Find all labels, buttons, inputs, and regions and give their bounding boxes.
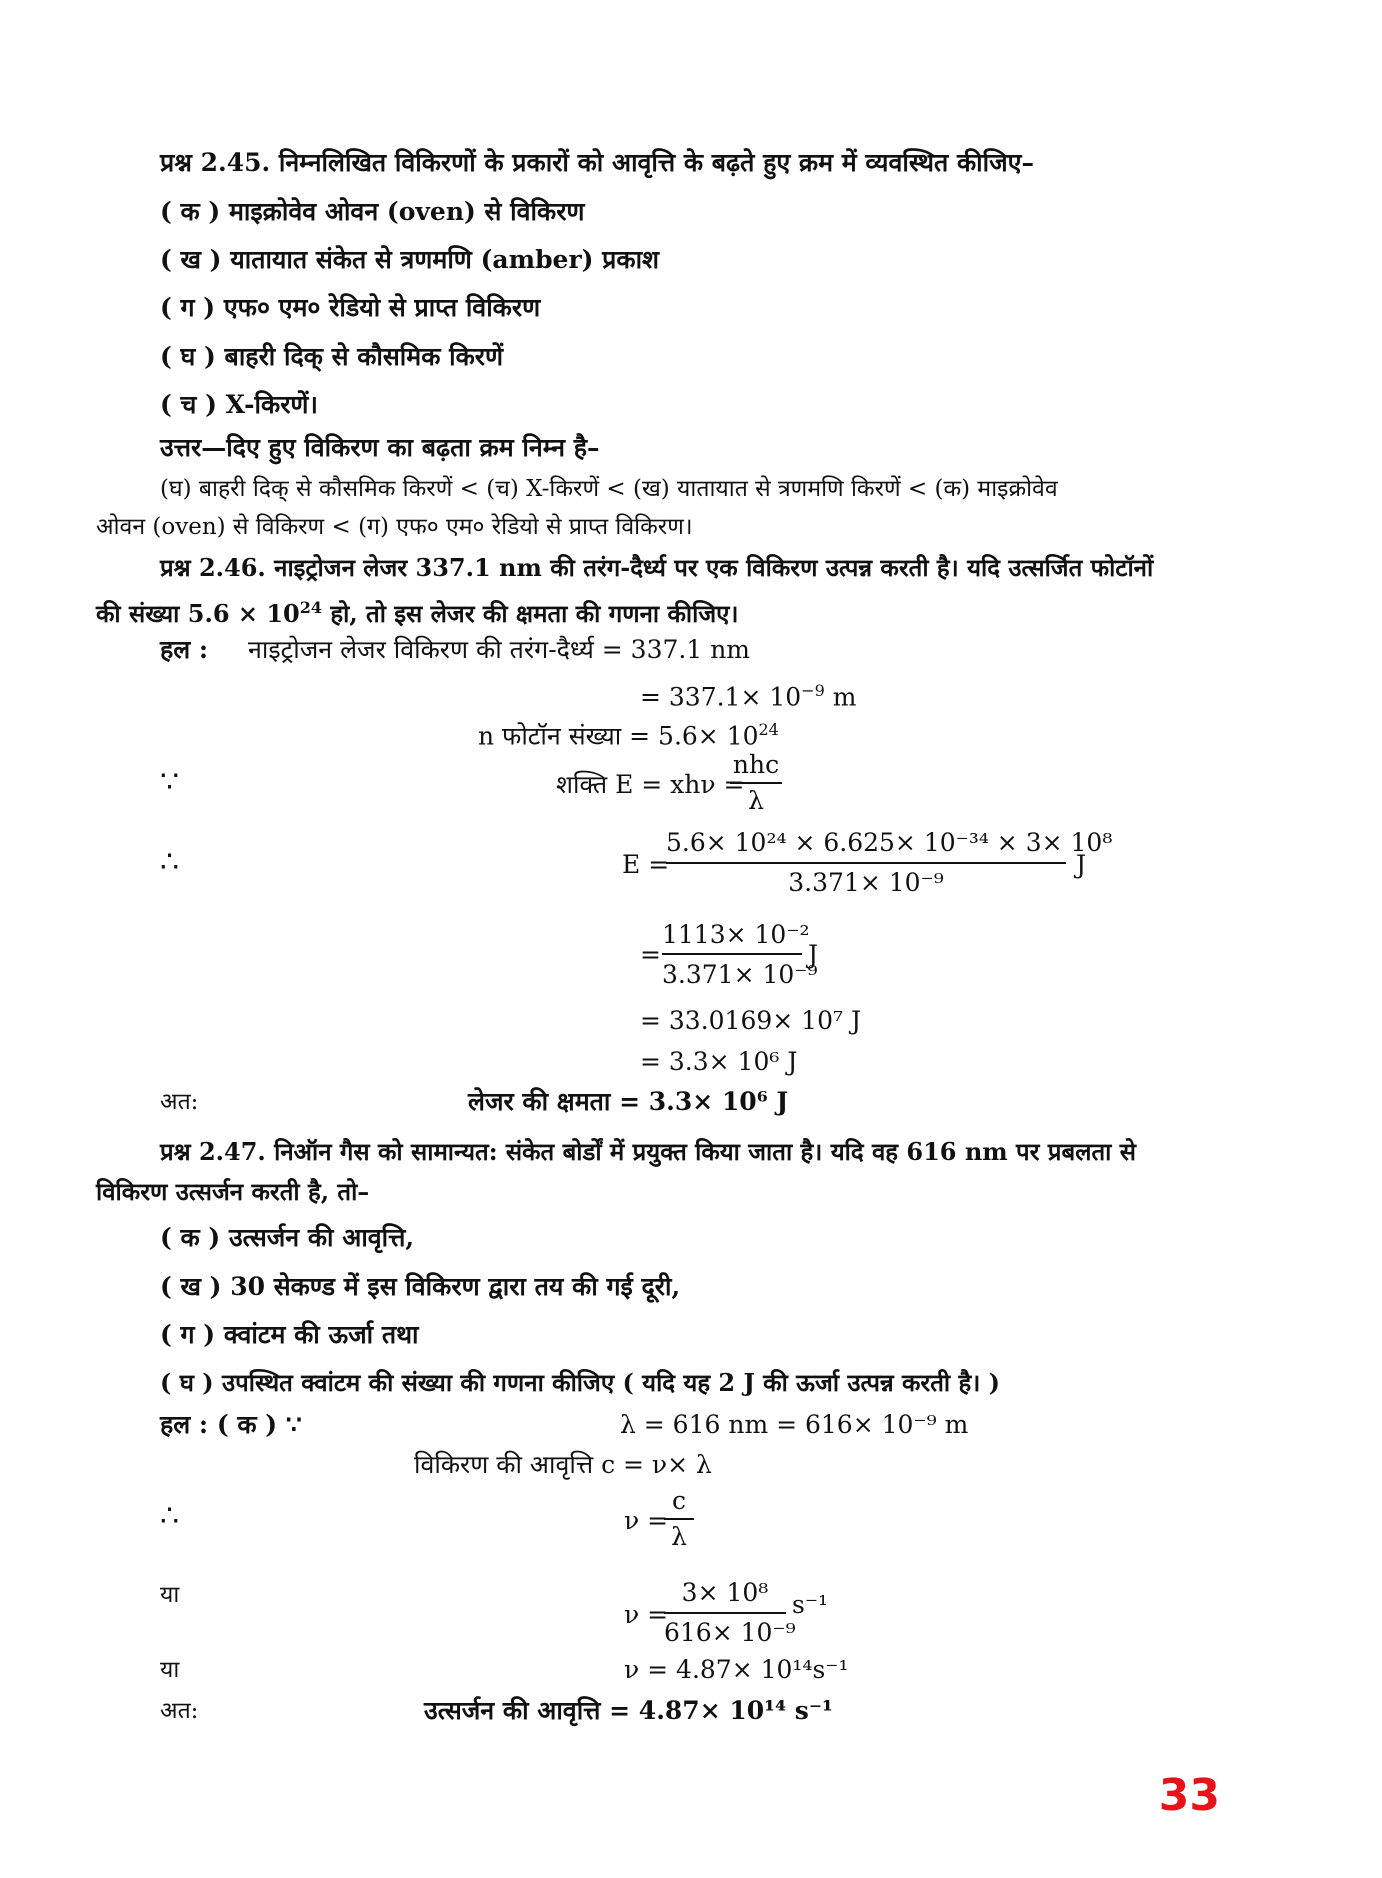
q246-e2-denominator: 3.371× 10⁻⁹ [662,960,818,989]
q245-item-kha: ( ख ) यातायात संकेत से त्रणमणि (amber) प्रकाश [160,245,660,274]
question-2-47-title-line2: विकिरण उत्सर्जन करती है, तो– [96,1177,370,1206]
q245-item-cha: ( च ) X-किरणें। [160,390,318,419]
q247-solution-label: हल : ( क ) ∵ [160,1410,302,1439]
q247-or-2: या [160,1657,180,1683]
q245-answer-line1: (घ) बाहरी दिक् से कौसमिक किरणें < (च) X-किरणें < (ख) यातायात से त्रणमणि किरणें < (क) माइक्रोवेव [160,476,1058,502]
q246-e2-lhs: = [640,940,661,969]
q247-nu2-lhs: ν = [624,1600,669,1629]
q247-nu-denominator: λ [671,1522,687,1551]
q246-e-denominator: 3.371× 10⁻⁹ [788,868,944,897]
q245-answer-line2: ओवन (oven) से विकिरण < (ग) एफ० एम० रेडियो से प्राप्त विकिरण। [96,514,693,540]
question-2-47-title-line1: प्रश्न 2.47. निऑन गैस को सामान्यत: संकेत बोर्डों में प्रयुक्त किया जाता है। यदि वह 616 nm पर प्रबलता से [160,1137,1136,1166]
question-2-45-title: प्रश्न 2.45. निम्नलिखित विकिरणों के प्रकारों को आवृत्ति के बढ़ते हुए क्रम में व्यवस्थित कीजिए– [160,148,1034,177]
q245-answer-label: उत्तर—दिए हुए विकिरण का बढ़ता क्रम निम्न है– [160,433,600,462]
q246-energy-numerator: nhc [732,750,780,779]
q246-e-fraction-bar [666,862,1066,864]
q245-item-gha: ( घ ) बाहरी दिक् से कौसमिक किरणें [160,342,504,371]
q247-nu2-numerator: 3× 10⁸ [681,1578,769,1607]
q247-nu2-denominator: 616× 10⁻⁹ [664,1618,796,1647]
q246-e4: = 3.3× 10⁶ J [640,1047,798,1076]
q246-energy-lhs: शक्ति E = xhν = [556,770,745,799]
q247-therefore-symbol: ∴ [160,1499,180,1534]
q246-e-unit: J [1076,850,1087,879]
q246-e2-unit: J [808,940,819,969]
q246-energy-fraction-bar [730,782,782,784]
q246-e2-numerator: 1113× 10⁻² [662,920,810,949]
q247-item-ga: ( ग ) क्वांटम की ऊर्जा तथा [160,1320,419,1349]
q247-lambda: λ = 616 nm = 616× 10⁻⁹ m [620,1410,969,1439]
q247-frequency-relation: विकिरण की आवृत्ति c = ν× λ [414,1450,712,1479]
q247-hence-label: अत: [160,1698,199,1724]
q246-e-numerator: 5.6× 10²⁴ × 6.625× 10⁻³⁴ × 3× 10⁸ [666,828,1113,857]
q247-result: उत्सर्जन की आवृत्ति = 4.87× 10¹⁴ s⁻¹ [424,1696,833,1725]
q246-e3: = 33.0169× 10⁷ J [640,1006,861,1035]
q245-item-ka: ( क ) माइक्रोवेव ओवन (oven) से विकिरण [160,197,585,226]
q246-e2-fraction-bar [662,953,802,955]
q246-therefore-symbol: ∴ [160,845,180,880]
question-2-46-title-line1: प्रश्न 2.46. नाइट्रोजन लेजर 337.1 nm की तरंग-दैर्ध्य पर एक विकिरण उत्पन्न करती है। यदि उत्सर्जित फोटॉनों [160,553,1154,582]
q247-item-ka: ( क ) उत्सर्जन की आवृत्ति, [160,1223,415,1252]
q246-result: लेजर की क्षमता = 3.3× 10⁶ J [468,1087,789,1116]
q246-because-symbol: ∵ [160,765,180,800]
q247-nu3: ν = 4.87× 10¹⁴s⁻¹ [624,1655,849,1684]
question-2-46-title-line2: की संख्या $5.6 \times 10^{24}$ हो, तो इस लेजर की क्षमता की गणना कीजिए। [96,598,739,628]
q246-hence-label: अत: [160,1089,199,1115]
q247-nu-numerator: c [671,1486,686,1515]
q246-solution-label: हल : [160,635,209,664]
q246-e-lhs: E = [622,850,670,879]
q245-item-ga: ( ग ) एफ० एम० रेडियो से प्राप्त विकिरण [160,293,541,322]
q246-energy-denominator: λ [748,786,764,815]
q247-item-kha: ( ख ) 30 सेकण्ड में इस विकिरण द्वारा तय की गई दूरी, [160,1272,681,1301]
q246-wavelength-line: नाइट्रोजन लेजर विकिरण की तरंग-दैर्ध्य = 337.1 nm [248,635,751,664]
q247-nu-fraction-bar [664,1518,694,1520]
q246-photon-count: n फोटॉन संख्या = $5.6\times 10^{24}$ [478,720,779,751]
q246-wavelength-meters: = $337.1\times 10^{-9}$ m [640,681,857,712]
page-number: 33 [1158,1770,1220,1821]
q247-nu-lhs: ν = [624,1506,669,1535]
q247-nu2-unit: s⁻¹ [792,1590,829,1619]
q247-or-1: या [160,1582,180,1608]
q247-item-gha: ( घ ) उपस्थित क्वांटम की संख्या की गणना कीजिए ( यदि यह 2 J की ऊर्जा उत्पन्न करती है। ) [160,1368,1001,1397]
q247-nu2-fraction-bar [664,1612,786,1614]
